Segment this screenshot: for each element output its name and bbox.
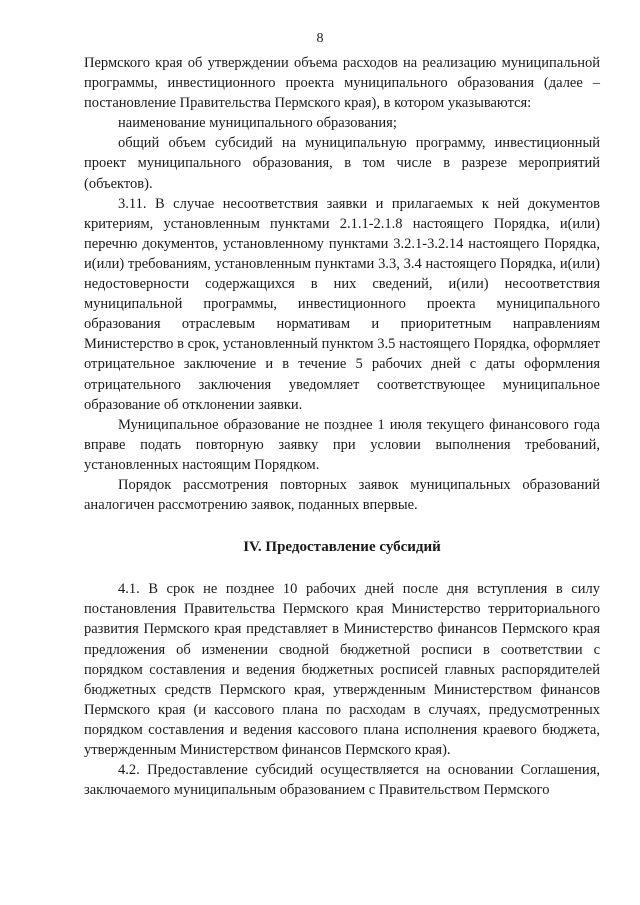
paragraph-3-11: 3.11. В случае несоответствия заявки и прилагаемых к ней документов критериям, установленным пунктами 2.1.1-2.1.8 настоящего Порядка, и(или) перечню документов, установленному пунктами 3.2.1-3.2.14 настоящего Порядка, и(или) требованиям, установленным пунктами 3.3, 3.4 настоящего Порядка, и(или) недостоверности содержащихся в них сведений, и(или) несоответствия муниципальной программы, инвестиционного проекта муниципального образования отраслевым нормативам и приоритетным направлениям Министерство в срок, установленный пунктом 3.5 настоящего Порядка, оформляет отрицательное заключение и в течение 5 рабочих дней с даты оформления отрицательного заключения уведомляет соответствующее муниципальное образование об отклонении заявки. bbox=[84, 195, 600, 413]
document-body bbox=[84, 53, 600, 800]
page-number: 8 bbox=[316, 31, 324, 46]
paragraph-continuation: Пермского края об утверждении объема расходов на реализацию муниципальной программы, инвестиционного проекта муниципального образования (далее – постановление Правительства Пермского края), в котором указываются: bbox=[84, 55, 600, 112]
paragraph-repeat-application: Муниципальное образование не позднее 1 июля текущего финансового года вправе подать повторную заявку при условии выполнения требований, установленных настоящим Порядком. bbox=[84, 416, 600, 473]
paragraph-4-2: 4.2. Предоставление субсидий осуществляется на основании Соглашения, заключаемого муниципальным образованием с Правительством Пермского bbox=[84, 762, 600, 799]
paragraph-item-name: наименование муниципального образования; bbox=[118, 115, 397, 132]
paragraph-repeat-procedure: Порядок рассмотрения повторных заявок муниципальных образований аналогичен рассмотрению заявок, поданных впервые. bbox=[84, 476, 600, 514]
paragraph-item-volume: общий объем субсидий на муниципальную программу, инвестиционный проект муниципального образования, в том числе в разрезе мероприятий (объектов). bbox=[84, 135, 600, 192]
section-heading: IV. Предоставление субсидий bbox=[243, 539, 441, 556]
paragraph-4-1: 4.1. В срок не позднее 10 рабочих дней после дня вступления в силу постановления Правительства Пермского края Министерство территориального развития Пермского края представляет в Министерство финансов Пермского края предложения об изменении сводной бюджетной росписи в соответствии с порядком составления и ведения бюджетных росписей главных распорядителей бюджетных средств Пермского края, утвержденным Министерством финансов Пермского края (и кассового плана по расходам в случаях, предусмотренных порядком составления и ведения кассового плана исполнения краевого бюджета, утвержденным Министерством финансов Пермского края). bbox=[84, 581, 600, 758]
